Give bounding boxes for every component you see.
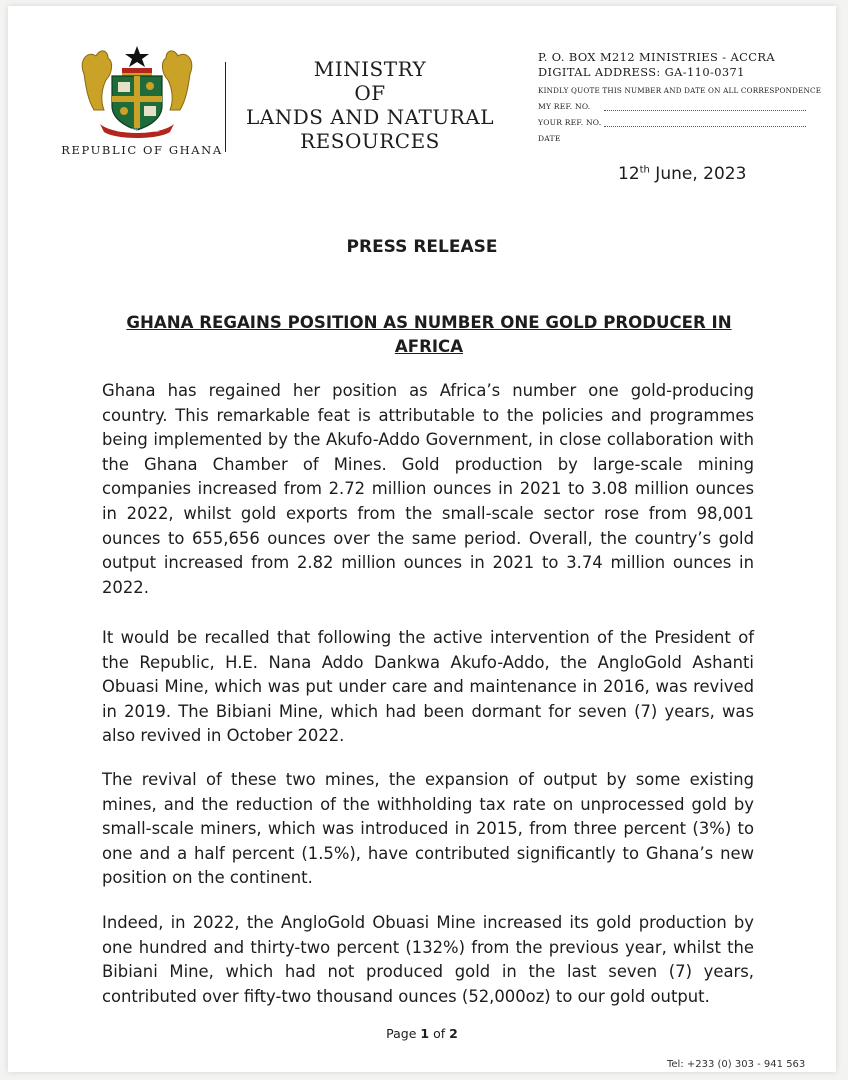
date-day: 12	[618, 164, 640, 184]
header-divider	[225, 62, 226, 152]
paragraph: The revival of these two mines, the expansion of output by some existing mines, and the reduction of the withholding tax rate on unprocessed gold by small-scale miners, which was introduced in 2015, from three percent (3%) to one and a half percent (1.5%), have contributed significantly to Ghana’s new position on the continent.	[102, 770, 754, 888]
page-of: of	[429, 1026, 450, 1041]
my-ref-row	[538, 102, 818, 111]
paragraph: It would be recalled that following the active intervention of the President of the Republic, H.E. Nana Addo Dankwa Akufo-Addo, the AngloGold Ashanti Obuasi Mine, which was put under care and maintenance in 2016, was revived in 2019. The Bibiani Mine, which had been dormant for seven (7) years, was also revived in October 2022.	[102, 628, 754, 746]
address-block	[538, 50, 822, 143]
coat-of-arms-icon	[74, 44, 200, 140]
digital-address: DIGITAL ADDRESS: GA-110-0371	[538, 65, 745, 79]
date-label: DATE	[538, 134, 561, 143]
date-row	[538, 134, 818, 143]
my-ref-label: MY REF. NO.	[538, 102, 591, 111]
letter-date	[618, 164, 746, 184]
quote-note: KINDLY QUOTE THIS NUMBER AND DATE ON ALL CORRESPONDENCE	[538, 86, 822, 95]
republic-label: REPUBLIC OF GHANA	[61, 143, 223, 157]
ministry-name	[230, 57, 510, 153]
motto-freedom: FREEDOM	[118, 128, 138, 133]
page-prefix: Page	[386, 1026, 421, 1041]
motto-justice: JUSTICE	[144, 128, 160, 133]
your-ref-label: YOUR REF. NO.	[538, 118, 602, 127]
your-ref-row	[538, 118, 818, 127]
paragraph: Indeed, in 2022, the AngloGold Obuasi Mine increased its gold production by one hundred and thirty-two percent (132%) from the previous year, whilst the Bibiani Mine, which had not produced gold in the last seven (7) years, contributed over fifty-two thousand ounces (52,000oz) to our gold output.	[102, 913, 754, 1006]
ministry-line: LANDS AND NATURAL	[246, 105, 494, 129]
date-suffix: th	[639, 164, 650, 176]
page-number	[8, 1026, 836, 1041]
paragraph: Ghana has regained her position as Africa’s number one gold-producing country. This remarkable feat is attributable to the policies and programmes being implemented by the Akufo-Addo Government, in close collaboration with the Ghana Chamber of Mines. Gold production by large-scale mining companies increased from 2.72 million ounces in 2021 to 3.08 million ounces in 2022, whilst gold exports from the small-scale sector rose from 98,001 ounces to 655,656 ounces over the same period. Overall, the country’s gold output increased from 2.82 million ounces in 2021 to 3.74 million ounces in 2022.	[102, 381, 754, 597]
my-ref-line	[604, 102, 806, 111]
telephone: Tel: +233 (0) 303 - 941 563	[667, 1059, 806, 1070]
page-current: 1	[420, 1026, 430, 1041]
ministry-line: OF	[354, 81, 386, 105]
ministry-line: RESOURCES	[300, 129, 440, 153]
letter-page	[8, 6, 836, 1072]
postal-address: P. O. BOX M212 MINISTRIES - ACCRA	[538, 50, 775, 64]
ministry-line: MINISTRY	[313, 57, 427, 81]
headline: GHANA REGAINS POSITION AS NUMBER ONE GOLD PRODUCER IN AFRICA	[126, 313, 732, 356]
date-rest: June, 2023	[649, 164, 747, 184]
page-total: 2	[449, 1026, 458, 1041]
press-release-title: PRESS RELEASE	[346, 237, 498, 257]
your-ref-line	[604, 118, 806, 127]
